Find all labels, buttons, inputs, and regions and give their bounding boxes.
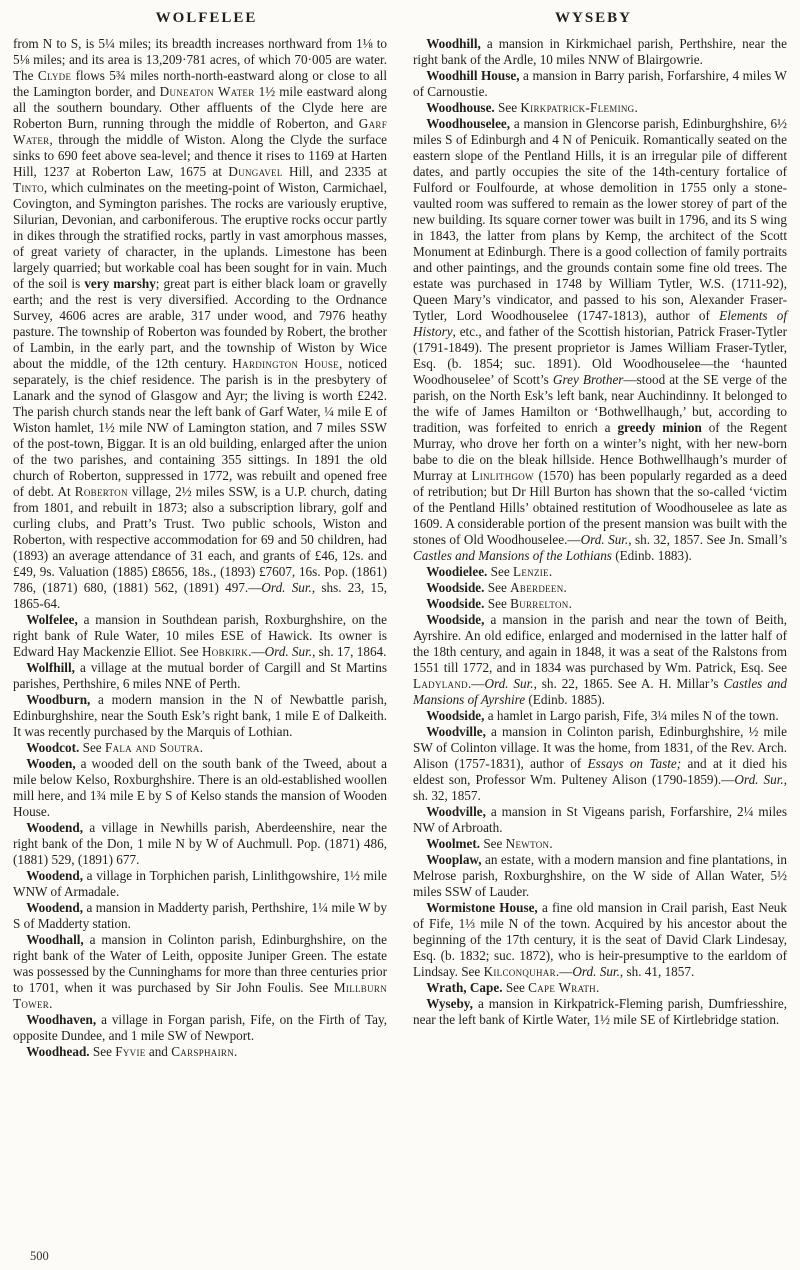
text-run: Woodside. bbox=[426, 580, 485, 595]
entry-wyseby bbox=[413, 996, 787, 1028]
page-number: 500 bbox=[30, 1249, 49, 1263]
text-run: See bbox=[487, 564, 513, 579]
text-run: , noticed separately, is the chief residence. The parish is in the presbytery of Lanark and the synod of Glasgow and Ayr; the living is worth £242. The parish church stands near the left bank of Garf Water, ¼ mile E of Wiston hamlet, 1½ mile NW of Lamington station, and 7 miles SSW of the post-town, Biggar. It is an old building, enlarged after the union of the two parishes, and containing 355 sittings. In 1891 the old church of Roberton, suppressed in 1772, was rebuilt and opened free of debt. At bbox=[13, 356, 387, 499]
text-run: a village in Forgan parish, Fife, on the Firth of Tay, opposite Dundee, and 1 mile SW of Newport. bbox=[13, 1012, 387, 1043]
text-run: Wooden, bbox=[26, 756, 76, 771]
text-run: . bbox=[563, 580, 567, 595]
text-run: Woodend, bbox=[26, 820, 83, 835]
text-run: from N to S, is 5¼ miles; its breadth increases northward from 1⅛ to 5⅛ miles; and its area is 13,209·781 acres, of which 70·005 are water. The bbox=[13, 36, 387, 83]
text-run: a mansion in Colinton parish, Edinburghshire, on the right bank of the Water of Leith, opposite Juniper Green. The estate was possessed by the Cunninghams for more than three centuries prior to 1701, when it was purchased by Sir John Foulis. See bbox=[13, 932, 387, 995]
text-run: Clyde bbox=[37, 68, 72, 83]
text-run: a mansion in the parish and near the town of Beith, Ayrshire. An old edifice, enlarged and modernised in the latter half of the 18th century, and again in 1848, it was a seat of the Ralstons from 1551 till 1772, and in 1834 was purchased by Wm. Patrick, Esq. See bbox=[413, 612, 787, 675]
text-run: a mansion in St Vigeans parish, Forfarshire, 2¼ miles NW of Arbroath. bbox=[413, 804, 787, 835]
entry-wormistone-house bbox=[413, 900, 787, 980]
text-run: Woodville, bbox=[426, 724, 486, 739]
text-run: Elements of History bbox=[413, 308, 787, 339]
text-run: . bbox=[634, 100, 638, 115]
text-run: Woodville, bbox=[426, 804, 486, 819]
entry-wrath-cape bbox=[413, 980, 787, 996]
text-run: a village in Newhills parish, Aberdeenshire, near the right bank of the Don, 1 mile N by W of Auchmull. Pop. (1871) 486, (1881) 529, (1891) 677. bbox=[13, 820, 387, 867]
text-run: Tinto bbox=[13, 180, 44, 195]
entry-wolfhill bbox=[13, 660, 387, 692]
text-run: Wormistone House, bbox=[426, 900, 538, 915]
text-run: Woodhill, bbox=[426, 36, 481, 51]
text-run: Ord. Sur. bbox=[484, 676, 534, 691]
text-run: See bbox=[484, 580, 511, 595]
entry-woodhouse bbox=[413, 100, 787, 116]
text-run: Garf Water bbox=[13, 116, 387, 147]
running-head-row bbox=[13, 10, 787, 27]
text-run: Linlithgow bbox=[471, 468, 534, 483]
text-run: , sh. 32, 1857. See Jn. Small’s bbox=[628, 532, 787, 547]
text-run: flows 5¾ miles north-north-eastward along or close to all the Lamington border, and bbox=[13, 68, 387, 99]
text-run: Fala and Soutra bbox=[104, 740, 200, 755]
entry-continuation-roberton-parish bbox=[13, 36, 387, 612]
text-run: Hill, and 2335 at bbox=[282, 164, 387, 179]
entry-woodhall bbox=[13, 932, 387, 1012]
text-run: Hobkirk bbox=[201, 644, 249, 659]
text-run: , sh. 17, 1864. bbox=[312, 644, 387, 659]
text-run: Woodhouse. bbox=[426, 100, 495, 115]
text-run: Woodcot. bbox=[26, 740, 80, 755]
entry-woodend-newhills bbox=[13, 820, 387, 868]
text-run: very marshy bbox=[84, 276, 156, 291]
text-run: , which culminates on the meeting-point of Wiston, Carmichael, Covington, and Symington parishes. The rocks are variously eruptive, Silurian, Devonian, and carboniferous. The eruptive rocks occur partly in dikes through the stratified rocks, partly in vast amorphous masses, of great variety of character, in the uplands. Limestone has been largely quarried; but workable coal has been sought for in vain. Much of the soil is bbox=[13, 180, 387, 291]
entry-woodside-aberdeen bbox=[413, 580, 787, 596]
text-run: a mansion in Colinton parish, Edinburghshire, ½ mile SW of Colinton village. It was the home, from 1831, of the Rev. Arch. Alison (1757-1831), author of bbox=[413, 724, 787, 771]
text-run: Woodburn, bbox=[26, 692, 91, 707]
text-run: Duneaton Water bbox=[159, 84, 255, 99]
entry-wooden bbox=[13, 756, 387, 820]
text-run: a mansion in Kirkmichael parish, Perthshire, near the right bank of the Ardle, 10 miles NNW of Blairgowrie. bbox=[413, 36, 787, 67]
entry-wolfelee bbox=[13, 612, 387, 660]
text-run: Ord. Sur. bbox=[261, 580, 312, 595]
text-run: . bbox=[234, 1044, 238, 1059]
text-run: .— bbox=[248, 644, 265, 659]
text-run: a village at the mutual border of Cargill and St Martins parishes, Perthshire, 6 miles NNE of Perth. bbox=[13, 660, 387, 691]
running-head-left: WOLFELEE bbox=[155, 10, 258, 26]
text-run: .— bbox=[467, 676, 485, 691]
text-run: Wolfhill, bbox=[26, 660, 75, 675]
entry-woodside-burrelton bbox=[413, 596, 787, 612]
text-run: Kilconquhar bbox=[483, 964, 556, 979]
text-run: Ord. Sur. bbox=[264, 644, 313, 659]
text-run: Woodend, bbox=[26, 900, 83, 915]
text-run: a mansion in Glencorse parish, Edinburghshire, 6½ miles S of Edinburgh and 4 N of Penicuik. Romantically seated on the eastern slope of the Pentland Hills, it is an irregular pile of different dates, and partly occupies the site of the 14th-century fortalice of Fulford or Foulfourde, at whose demolition in 1755 only a stone-vaulted room was suffered to remain as the lower storey of part of the new building. Its square corner tower was built in 1796, and its S wing in 1843, the latter from plans by Kemp, the architect of the Scott Monument at Edinburgh. There is a good collection of family portraits and other paintings, and the grounds contain some fine old trees. The estate was purchased in 1748 by William Tytler, W.S. (1711-92), Queen Mary’s vindicator, and passed to his son, Alexander Fraser-Tytler, Lord Woodhouselee (1747-1813), author of bbox=[413, 116, 787, 323]
text-run: . bbox=[595, 980, 600, 995]
text-run: , shs. 23, 15, 1865-64. bbox=[13, 580, 387, 611]
text-run: ; great part is either black loam or gravelly earth; and the rest is very diversified. According to the Ordnance Survey, 4606 acres are arable, 317 under wood, and 7976 heathy pasture. The township of Roberton was founded by Robert, the brother of Lambin, in the early part, and the township of Wiston by Wice about the middle, of the 12th century. bbox=[13, 276, 387, 371]
text-run: See bbox=[484, 596, 511, 611]
text-run: (Edinb. 1883). bbox=[611, 548, 692, 563]
text-run: (Edinb. 1885). bbox=[525, 692, 605, 707]
text-run: (1570) has been popularly regarded as a deed of retribution; but Dr Hill Burton has shown that the so-called ‘victim of the Pentland Hills’ obtained restitution of Woodhouselee as late as 1609. A considerable portion of the present mansion was built with the stones of Old Woodhouselee.— bbox=[413, 468, 787, 547]
entry-woodcot bbox=[13, 740, 387, 756]
text-run: Newton bbox=[505, 836, 550, 851]
entry-woodhill-house bbox=[413, 68, 787, 100]
text-run: an estate, with a modern mansion and fine plantations, in Melrose parish, Roxburghshire, on the W side of Allan Water, 5½ miles SSW of Lauder. bbox=[413, 852, 787, 899]
text-run: Aberdeen bbox=[510, 580, 564, 595]
text-run: Castles and Mansions of Ayrshire bbox=[413, 676, 787, 707]
entry-woolmet bbox=[413, 836, 787, 852]
entry-woodhaven bbox=[13, 1012, 387, 1044]
text-run: Burrelton bbox=[510, 596, 569, 611]
entry-woodville-st-vigeans bbox=[413, 804, 787, 836]
text-run: , sh. 32, 1857. bbox=[413, 772, 787, 803]
entry-woodhead bbox=[13, 1044, 387, 1060]
text-run: Wooplaw, bbox=[426, 852, 482, 867]
text-run: See bbox=[89, 1044, 116, 1059]
text-run: See bbox=[494, 100, 521, 115]
text-run: Ord. Sur. bbox=[580, 532, 629, 547]
text-run: Woodhill House, bbox=[426, 68, 520, 83]
text-run: Woodend, bbox=[26, 868, 83, 883]
text-run: See bbox=[502, 980, 529, 995]
text-run: Woodside. bbox=[426, 596, 485, 611]
text-run: Roberton bbox=[74, 484, 128, 499]
text-run: a hamlet in Largo parish, Fife, 3¼ miles N of the town. bbox=[484, 708, 779, 723]
entry-woodville-colinton bbox=[413, 724, 787, 804]
text-run: Cape Wrath bbox=[528, 980, 596, 995]
text-run: village, 2½ miles SSW, is a U.P. church, dating from 1801, and rebuilt in 1873; also a subscription library, golf and curling clubs, and Pratt’s Trust. Two public schools, Wiston and Roberton, with respective accommodation for 69 and 50 children, had (1893) an average attendance of 31 each, and grants of £46, 12s. and £49, 9s. Valuation (1885) £8656, 18s., (1893) £7607, 16s. Pop. (1861) 786, (1871) 680, (1881) 562, (1891) 497.— bbox=[13, 484, 387, 595]
text-run: a mansion in Barry parish, Forfarshire, 4 miles W of Carnoustie. bbox=[413, 68, 787, 99]
text-run: See bbox=[480, 836, 506, 851]
text-run: and at it died his eldest son, Professor Wm. Pulteney Alison (1790-1859).— bbox=[413, 756, 787, 787]
text-run: . bbox=[199, 740, 204, 755]
text-run: greedy minion bbox=[617, 420, 702, 435]
entry-woodhouselee bbox=[413, 116, 787, 564]
text-run: a mansion in Kirkpatrick-Fleming parish, Dumfriesshire, near the left bank of Kirtle Water, 1½ mile SE of Kirtlebridge station. bbox=[413, 996, 787, 1027]
entry-woodend-madderty bbox=[13, 900, 387, 932]
text-run: , sh. 41, 1857. bbox=[619, 964, 695, 979]
text-run: a mansion in Southdean parish, Roxburghshire, on the right bank of Rule Water, 10 miles ESE of Hawick. Its owner is Edward Hay Mackenzie Elliot. See bbox=[13, 612, 387, 659]
text-run: Fyvie bbox=[115, 1044, 146, 1059]
text-run: Woolmet. bbox=[426, 836, 481, 851]
left-column bbox=[13, 36, 387, 1060]
text-run: Woodhead. bbox=[26, 1044, 90, 1059]
text-run: Ladyland bbox=[413, 676, 468, 691]
text-run: . bbox=[548, 564, 553, 579]
text-run: a village in Torphichen parish, Linlithgowshire, 1½ mile WNW of Armadale. bbox=[13, 868, 387, 899]
text-run: See bbox=[79, 740, 105, 755]
entry-woodielee bbox=[413, 564, 787, 580]
entry-wooplaw bbox=[413, 852, 787, 900]
text-run: a fine old mansion in Crail parish, East Neuk of Fife, 1⅓ mile N of the town. Acquired by his ancestor about the beginning of the 17th century, it is the seat of David Clark Lindesay, Esq. (b. 1832; suc. 1872), who is heir-presumptive to the earldom of Lindsay. See bbox=[413, 900, 787, 979]
text-run: a modern mansion in the N of Newbattle parish, Edinburghshire, near the South Esk’s right bank, 1 mile E of Dalkeith. It was recently purchased by the Marquis of Lothian. bbox=[13, 692, 387, 739]
text-run: Woodhaven, bbox=[26, 1012, 97, 1027]
text-run: Wyseby, bbox=[426, 996, 473, 1011]
text-run: Lenzie bbox=[513, 564, 549, 579]
text-run: .— bbox=[555, 964, 573, 979]
text-run: Hardington House bbox=[232, 356, 339, 371]
text-run: Kirkpatrick-Fleming bbox=[520, 100, 635, 115]
entry-woodhill bbox=[413, 36, 787, 68]
text-run: a mansion in Madderty parish, Perthshire, 1¼ mile W by S of Madderty station. bbox=[13, 900, 387, 931]
text-run: —stood at the SE verge of the parish, on the North Esk’s left bank, near Auchindinny. It belonged to the wife of James Hamilton or ‘Bothwellhaugh,’ but, according to tradition, was forfeited to enrich a bbox=[413, 372, 787, 435]
text-run: . bbox=[549, 836, 553, 851]
text-run: a wooded dell on the south bank of the Tweed, about a mile below Kelso, Roxburghshire. There is an old-established woollen mill here, and 1¾ mile E by S of Kelso stands the mansion of Wooden House. bbox=[13, 756, 387, 819]
text-run: and bbox=[145, 1044, 172, 1059]
running-head-right: WYSEBY bbox=[554, 10, 633, 26]
text-run: Essays on Taste; bbox=[587, 756, 682, 771]
text-run: Carsphairn bbox=[171, 1044, 235, 1059]
text-run: , sh. 22, 1865. See A. H. Millar’s bbox=[533, 676, 724, 691]
text-run: 1½ mile eastward along all the southern boundary. Other affluents of the Clyde here are Roberton Burn, running through the middle of Roberton, and bbox=[13, 84, 387, 131]
entry-woodside-beith bbox=[413, 612, 787, 708]
text-run: , etc., and father of the Scottish historian, Patrick Fraser-Tytler (1791-1849). The present proprietor is James William Fraser-Tytler, Esq. (b. 1854; suc. 1891). Old Woodhouselee—the ‘haunted Woodhouselee’ of Scott’s bbox=[413, 324, 787, 387]
entry-woodside-largo bbox=[413, 708, 787, 724]
text-run: Wrath, Cape. bbox=[426, 980, 503, 995]
text-run: Ord. Sur. bbox=[734, 772, 784, 787]
text-run: Woodielee. bbox=[426, 564, 488, 579]
text-columns bbox=[13, 36, 787, 1060]
text-run: Ord. Sur. bbox=[572, 964, 620, 979]
text-run: Woodhouselee, bbox=[426, 116, 511, 131]
text-run: Woodside, bbox=[426, 612, 485, 627]
text-run: Millburn Tower bbox=[13, 980, 387, 1011]
entry-woodburn bbox=[13, 692, 387, 740]
text-run: , through the middle of Wiston. Along the Clyde the surface sinks to 690 feet above sea-level; and thence it rises to 1169 at Harten Hill, 1237 at Roberton Law, 1675 at bbox=[13, 132, 387, 179]
right-column bbox=[413, 36, 787, 1060]
text-run: Woodhall, bbox=[26, 932, 84, 947]
text-run: Dungavel bbox=[228, 164, 283, 179]
text-run: Woodside, bbox=[426, 708, 485, 723]
text-run: . bbox=[49, 996, 53, 1011]
text-run: Grey Brother bbox=[552, 372, 624, 387]
text-run: Wolfelee, bbox=[26, 612, 78, 627]
text-run: . bbox=[568, 596, 572, 611]
entry-woodend-torphichen bbox=[13, 868, 387, 900]
text-run: Castles and Mansions of the Lothians bbox=[413, 548, 612, 563]
text-run: of the Regent Murray, who drove her forth on a winter’s night, with her new-born babe to die on the bleak hillside. Hence Bothwellhaugh’s murder of Murray at bbox=[413, 420, 787, 483]
